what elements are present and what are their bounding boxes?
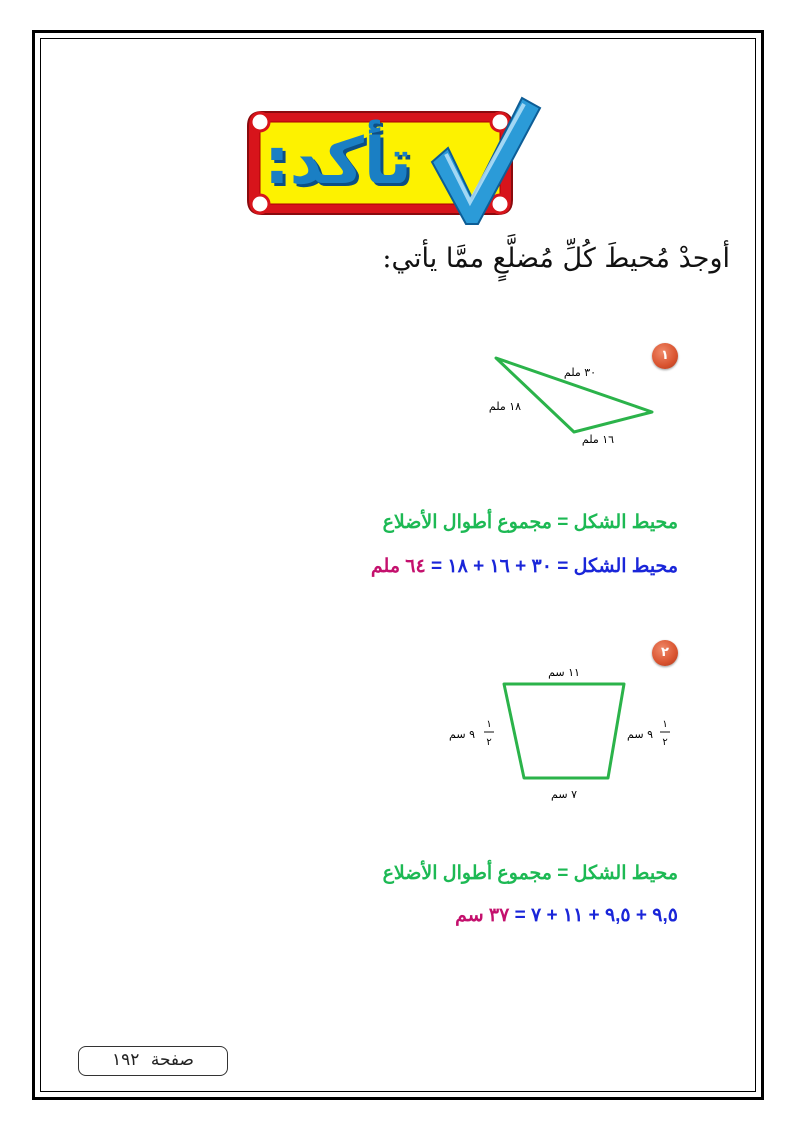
fraction-denominator: ٢ — [486, 737, 492, 748]
fraction-numerator: ١ — [486, 719, 492, 730]
triangle-side-label: ٣٠ ملم — [563, 366, 597, 379]
perimeter-rule: محيط الشكل = مجموع أطوال الأضلاع — [382, 863, 678, 884]
calc-expression: = ٣٠ + ١٦ + ١٨ = — [425, 556, 574, 577]
triangle-side-label: ١٨ ملم — [488, 400, 522, 413]
trapezoid-figure — [440, 658, 670, 812]
fraction-denominator: ٢ — [662, 737, 668, 748]
calc-expression: ٩,٥ + ٩,٥ + ١١ + ٧ = — [509, 905, 678, 926]
problem-number: ١ — [661, 348, 669, 363]
trapezoid-side-label: ٩ سم — [627, 728, 653, 741]
trapezoid-shape — [504, 684, 624, 778]
trapezoid-side-label: ١١ سم — [548, 666, 580, 679]
page-number: صفحة ١٩٢ — [78, 1046, 228, 1076]
trapezoid-side-label: ٩ سم — [449, 728, 475, 741]
instruction-text: أوجدْ مُحيطَ كُلِّ مُضلَّعٍ ممَّا يأتي: — [382, 243, 730, 274]
calc-result: ٣٧ سم — [455, 905, 510, 926]
problem-number: ٢ — [661, 645, 669, 660]
perimeter-rule: محيط الشكل = مجموع أطوال الأضلاع — [382, 512, 678, 533]
title-banner — [240, 90, 550, 230]
banner-title: تأكد: — [264, 125, 412, 199]
calc-result: ٦٤ ملم — [370, 556, 426, 577]
triangle-figure — [470, 350, 670, 464]
triangle-side-label: ١٦ ملم — [581, 433, 615, 446]
calc-label: محيط الشكل — [573, 556, 678, 577]
trapezoid-side-label: ٧ سم — [551, 788, 577, 801]
perimeter-calculation — [371, 555, 678, 578]
perimeter-calculation — [455, 904, 678, 927]
fraction-numerator: ١ — [662, 719, 668, 730]
